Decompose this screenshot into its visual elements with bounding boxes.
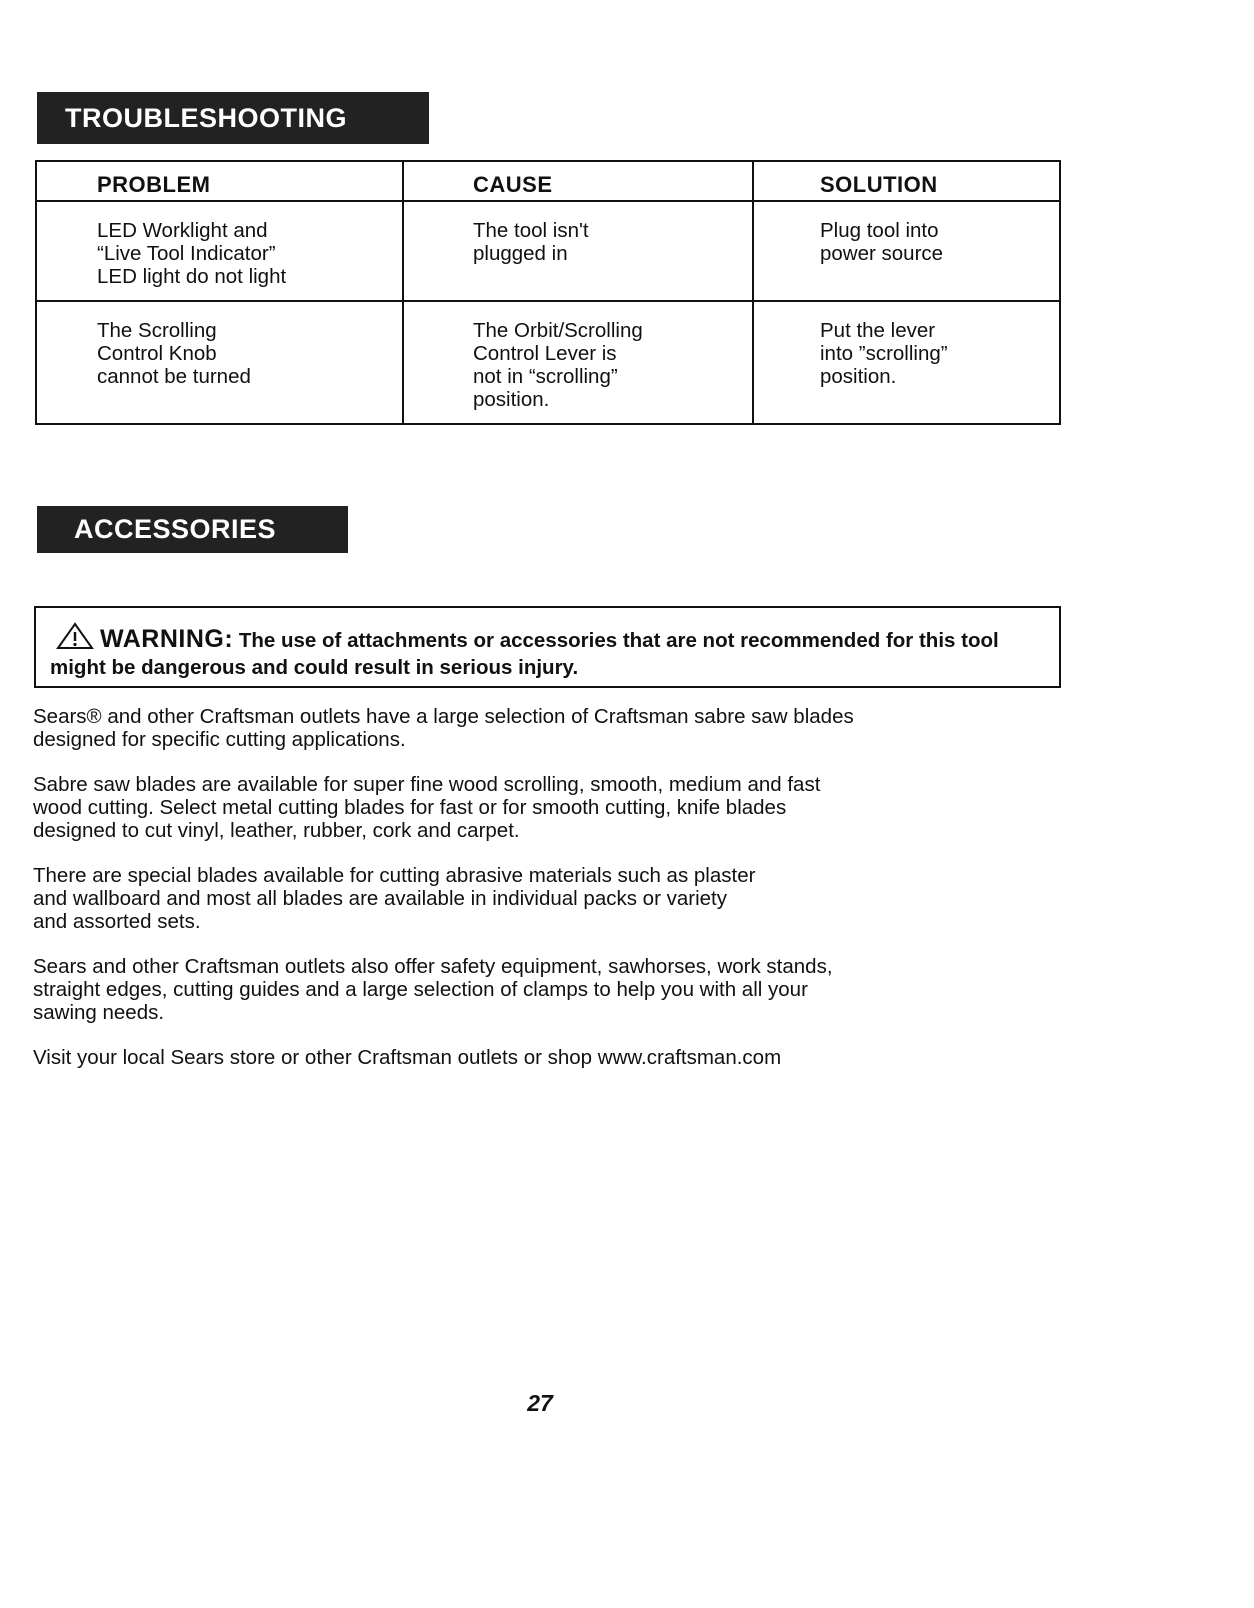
problem-cell: The Scrolling Control Knob cannot be turned bbox=[36, 301, 403, 424]
cause-cell: The tool isn't plugged in bbox=[403, 201, 753, 301]
table-row bbox=[36, 201, 1060, 301]
warning-triangle-icon bbox=[56, 622, 94, 656]
paragraph: Visit your local Sears store or other Craftsman outlets or shop www.craftsman.com bbox=[33, 1046, 782, 1069]
table-row bbox=[36, 301, 1060, 424]
cause-column-header: CAUSE bbox=[403, 161, 753, 201]
accessories-heading: ACCESSORIES bbox=[37, 506, 348, 553]
problem-cell: LED Worklight and “Live Tool Indicator” LED light do not light bbox=[36, 201, 403, 301]
page-number: 27 bbox=[527, 1390, 553, 1416]
paragraph: There are special blades available for cutting abrasive materials such as plaster and wallboard and most all blades are available in individual packs or variety and assorted sets. bbox=[33, 864, 756, 933]
table-header-row bbox=[36, 161, 1060, 201]
cause-cell: The Orbit/Scrolling Control Lever is not in “scrolling” position. bbox=[403, 301, 753, 424]
solution-cell: Put the lever into ”scrolling” position. bbox=[753, 301, 1060, 424]
solution-column-header: SOLUTION bbox=[753, 161, 1060, 201]
warning-box bbox=[34, 606, 1061, 688]
accessories-body bbox=[33, 705, 1113, 1091]
paragraph: Sears® and other Craftsman outlets have a large selection of Craftsman sabre saw blades designed for specific cutting applications. bbox=[33, 705, 854, 751]
problem-column-header: PROBLEM bbox=[36, 161, 403, 201]
troubleshooting-heading: TROUBLESHOOTING bbox=[37, 92, 429, 144]
solution-cell: Plug tool into power source bbox=[753, 201, 1060, 301]
troubleshooting-table bbox=[35, 160, 1061, 425]
warning-label: WARNING: bbox=[100, 625, 234, 653]
warning-text: The use of attachments or accessories that are not recommended for this tool might be dangerous and could result in serious injury. bbox=[50, 629, 999, 679]
paragraph: Sears and other Craftsman outlets also offer safety equipment, sawhorses, work stands, straight edges, cutting guides and a large selection of clamps to help you with all your sawing needs. bbox=[33, 955, 833, 1024]
paragraph: Sabre saw blades are available for super fine wood scrolling, smooth, medium and fast wood cutting. Select metal cutting blades for fast or for smooth cutting, knife blades designed to cut vinyl, leather, rubber, cork and carpet. bbox=[33, 773, 821, 842]
